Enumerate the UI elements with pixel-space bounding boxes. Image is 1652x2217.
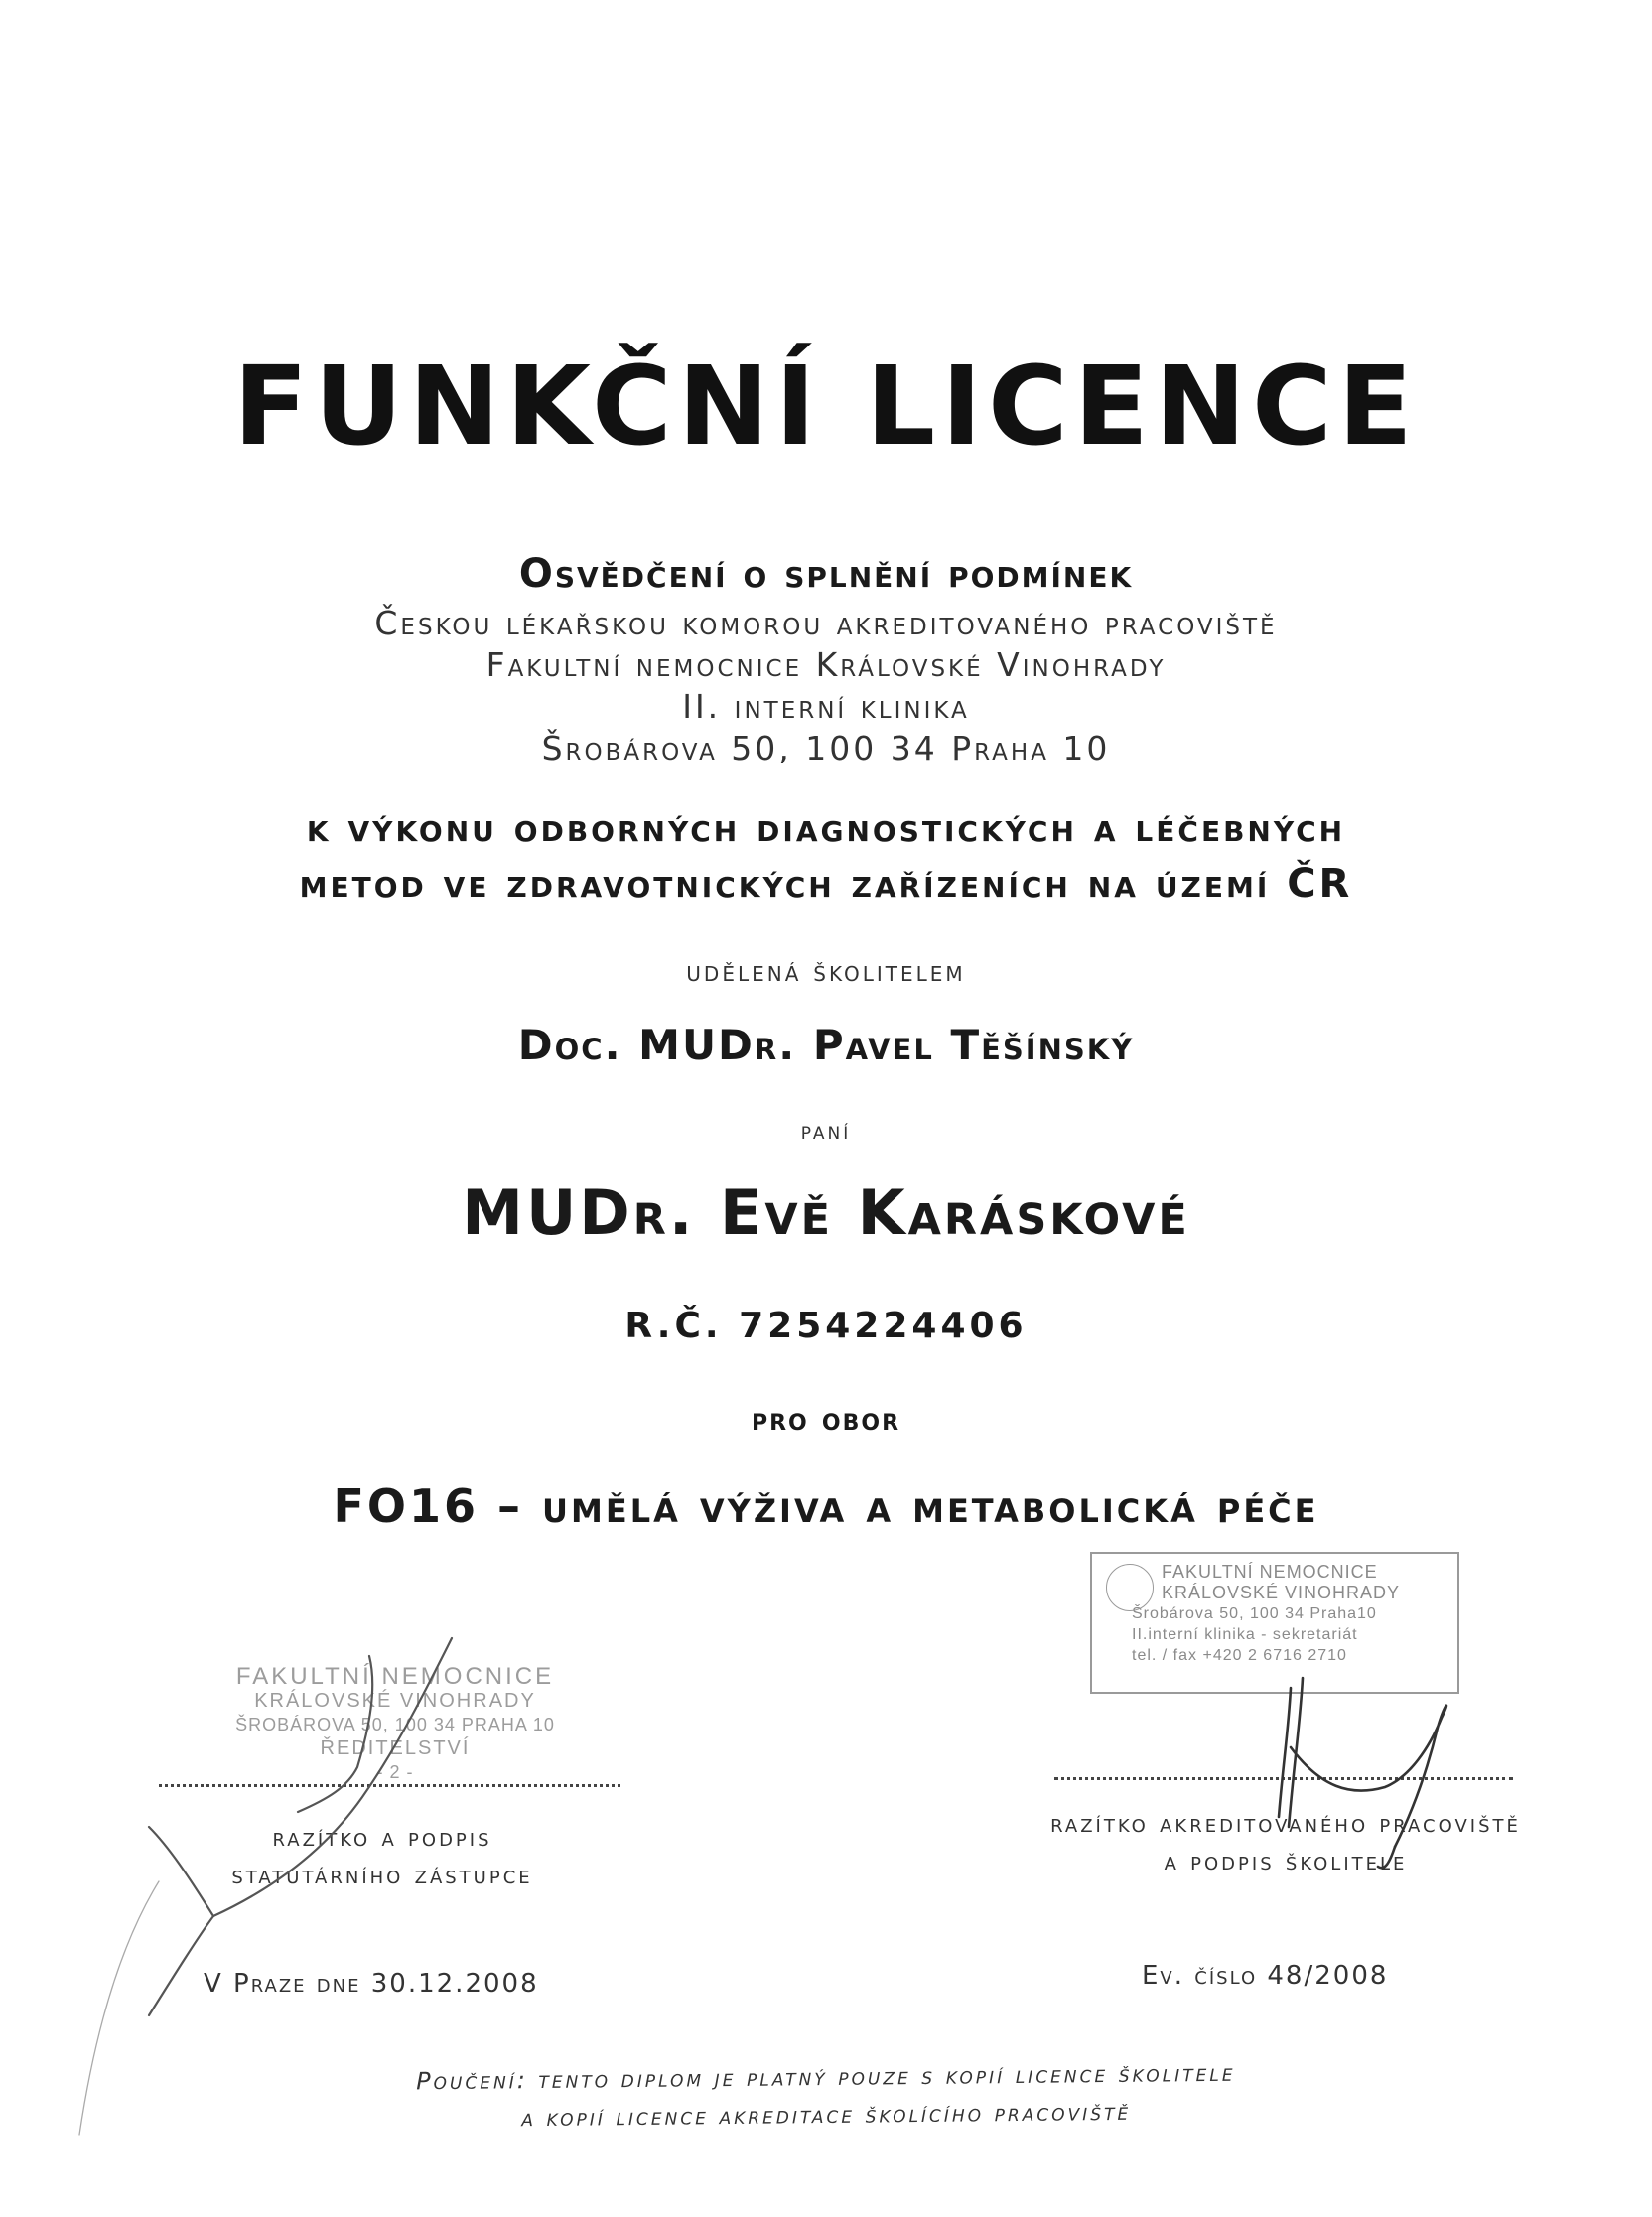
left-caption-line-1: razítko a podpis (272, 1823, 492, 1853)
institution-line-3: II. interní klinika (682, 687, 970, 726)
holder-name: MUDr. Evě Karáskové (462, 1177, 1190, 1249)
stamp-left-line-4: ŘEDITELSTVÍ (320, 1737, 471, 1759)
notice-text (0, 2049, 1652, 2142)
certificate-subtitle: Osvědčení o splnění podmínek (518, 551, 1134, 597)
stamp-right-line-3: Šrobárova 50, 100 34 Praha10 (1132, 1605, 1377, 1622)
addressee-label: paní (800, 1117, 852, 1145)
field-name: FO16 – umělá výživa a metabolická péče (333, 1479, 1319, 1533)
left-signature-caption (149, 1819, 616, 1894)
left-caption-line-2: statutárního zástupce (231, 1861, 533, 1890)
stamp-right-line-2: KRÁLOVSKÉ VINOHRADY (1162, 1583, 1401, 1602)
stamp-left-line-3: ŠROBÁROVA 50, 100 34 PRAHA 10 (235, 1715, 555, 1734)
issue-date: V Praze dne 30.12.2008 (204, 1969, 539, 1999)
purpose-line-2: metod ve zdravotnických zařízeních na území ČR (299, 861, 1353, 906)
right-caption-line-1: razítko akreditovaného pracoviště (1050, 1809, 1521, 1839)
purpose-text (0, 800, 1652, 911)
birth-number: R.Č. 7254224406 (624, 1306, 1028, 1346)
trainer-name: Doc. MUDr. Pavel Těšínský (517, 1021, 1135, 1069)
right-signature-caption (998, 1805, 1574, 1880)
right-caption-line-2: a podpis školitele (1164, 1847, 1408, 1876)
registration-number: Ev. číslo 48/2008 (1142, 1961, 1389, 1991)
signature-line-left (159, 1784, 620, 1787)
director-stamp (216, 1665, 574, 1784)
field-label: pro obor (751, 1400, 901, 1438)
stamp-left-line-1: FAKULTNÍ NEMOCNICE (235, 1663, 555, 1690)
accredited-site-stamp (1090, 1552, 1459, 1694)
stamp-right-line-4: II.interní klinika - sekretariát (1132, 1626, 1358, 1643)
purpose-line-1: k výkonu odborných diagnostických a léčebných (306, 805, 1346, 851)
granted-by-label: udělená školitelem (686, 955, 966, 988)
institution-line-1: Českou lékařskou komorou akreditovaného pracoviště (374, 604, 1278, 642)
signature-line-right (1054, 1777, 1513, 1780)
stamp-left-line-2: KRÁLOVSKÉ VINOHRADY (254, 1690, 536, 1712)
notice-line-1: Poučení: tento diplom je platný pouze s kopií licence školitele (415, 2058, 1236, 2096)
institution-line-4: Šrobárova 50, 100 34 Praha 10 (541, 729, 1111, 767)
stamp-right-line-1: FAKULTNÍ NEMOCNICE (1162, 1562, 1378, 1582)
certificate-title: FUNKČNÍ LICENCE (233, 343, 1419, 470)
stamp-left-line-5: - 2 - (376, 1762, 414, 1782)
hospital-logo-icon (1106, 1564, 1154, 1611)
institution-line-2: Fakultní nemocnice Královské Vinohrady (485, 645, 1167, 684)
stamp-right-line-5: tel. / fax +420 2 6716 2710 (1132, 1647, 1347, 1664)
notice-line-2: a kopií licence akreditace školícího pracoviště (521, 2097, 1132, 2133)
